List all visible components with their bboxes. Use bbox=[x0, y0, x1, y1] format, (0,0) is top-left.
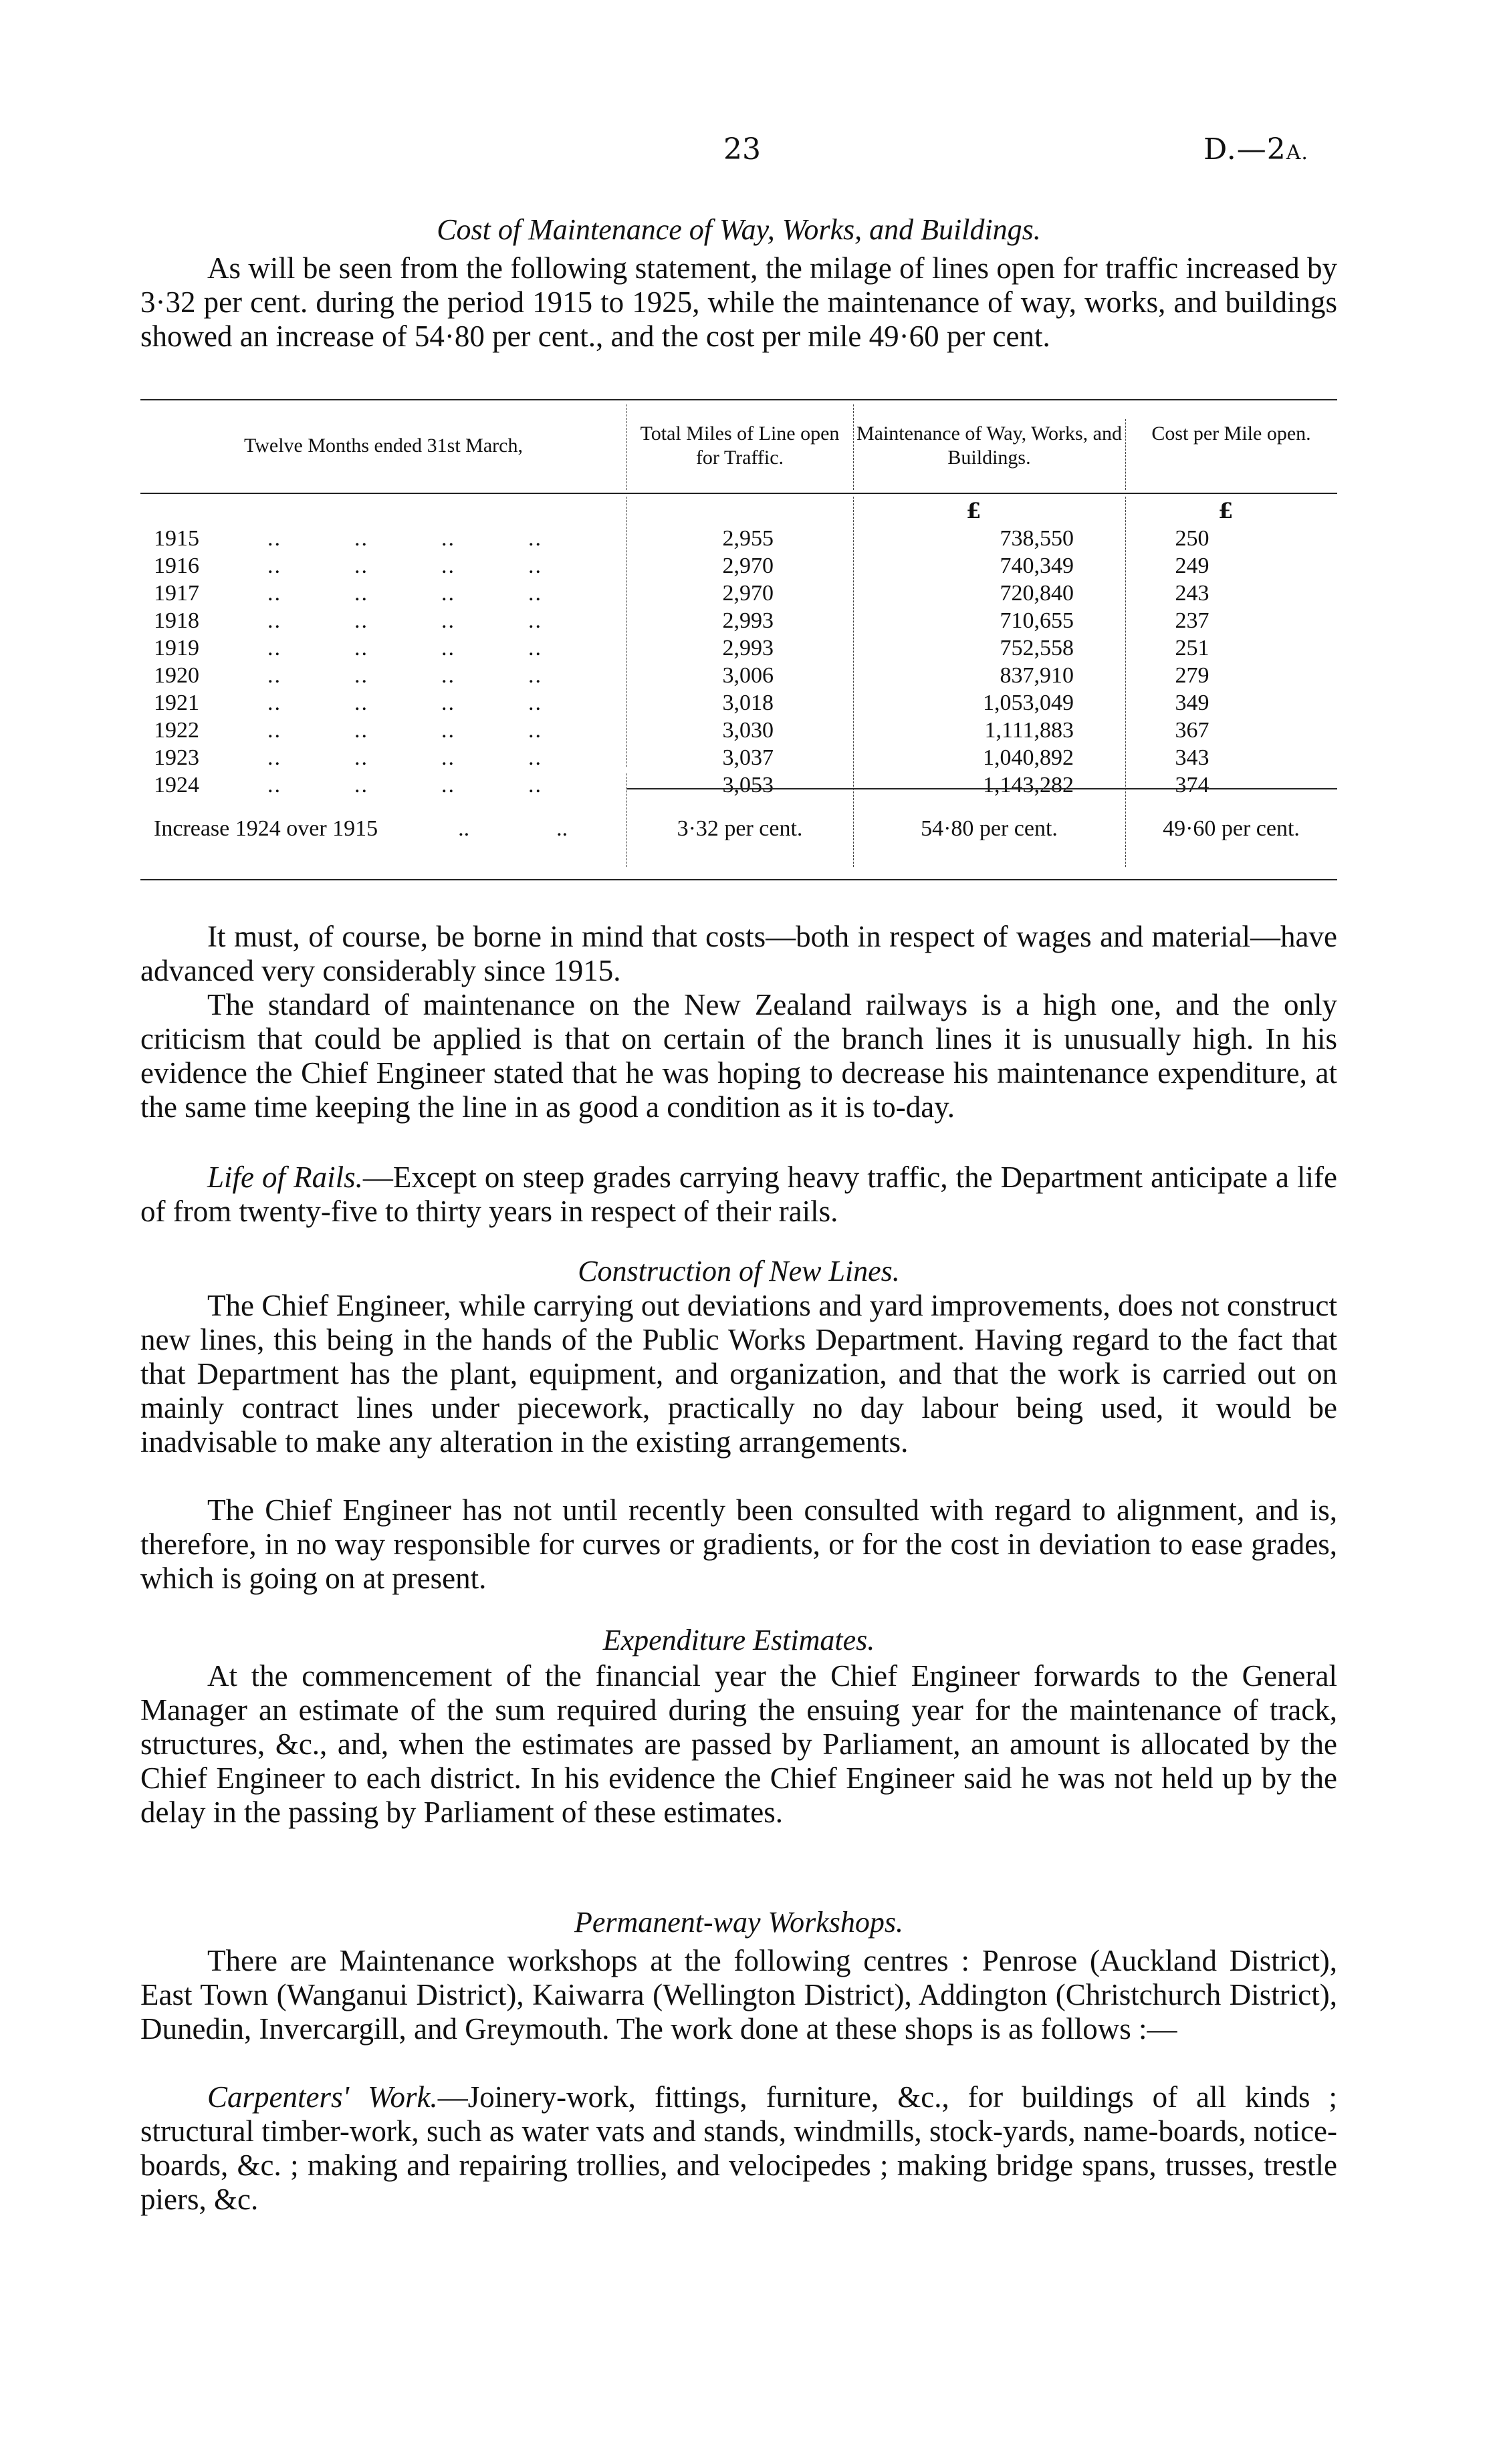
row-maintenance: 740,349 bbox=[1000, 553, 1074, 578]
total-miles: 3·32 per cent. bbox=[677, 816, 803, 841]
row-miles: 3,053 bbox=[722, 773, 774, 797]
row-year: 1923 bbox=[154, 745, 199, 770]
row-maintenance: 1,040,892 bbox=[983, 745, 1074, 770]
unit-pound-cost: £ bbox=[1218, 498, 1234, 523]
row-year: 1918 bbox=[154, 608, 199, 633]
paragraph-construction-1: The Chief Engineer, while carrying out deviations and yard improvements, does not construct new lines, this being in the hands of the Public Works Department. Having regard to the fact that that Department has the plant, equipment, and organization, and that the work is carried out on mainly contract lines under piecework, practically no day labour being used, it would be inadvisable to make any alteration in the existing arrangements. bbox=[140, 1289, 1337, 1459]
row-maintenance: 752,558 bbox=[1000, 636, 1074, 660]
page-number: 23 bbox=[723, 132, 761, 166]
leader-dots: .. .. .. .. bbox=[267, 553, 542, 578]
row-miles: 3,037 bbox=[722, 745, 774, 770]
paragraph-costs: It must, of course, be borne in mind that costs—both in respect of wages and material—have advanced very considerably since 1915. bbox=[140, 920, 1337, 987]
leader-dots: .. .. .. .. bbox=[267, 663, 542, 688]
row-miles: 3,006 bbox=[722, 663, 774, 688]
table-header-rule bbox=[140, 493, 1337, 494]
row-year: 1917 bbox=[154, 581, 199, 606]
leader-dots: .. bbox=[556, 816, 568, 841]
leader-dots: .. .. .. .. bbox=[267, 608, 542, 633]
section-heading-cost-of-maintenance: Cost of Maintenance of Way, Works, and Buildings. bbox=[437, 213, 1041, 246]
paragraph-workshops: There are Maintenance workshops at the following centres : Penrose (Auckland District), East Town (Wanganui District), Kaiwarra (Wellington District), Addington (Christchurch District), Dunedin, Invercargill, and Greymouth. The work done at these shops is as follows :— bbox=[140, 1944, 1337, 2046]
paragraph-intro: As will be seen from the following statement, the milage of lines open for traffic increased by 3·32 per cent. during the period 1915 to 1925, while the maintenance of way, works, and buildings showed an increase of 54·80 per cent., and the cost per mile 49·60 per cent. bbox=[140, 251, 1337, 353]
leader-dots: .. .. .. .. bbox=[267, 581, 542, 606]
column-header-maintenance: Maintenance of Way, Works, and Buildings. bbox=[856, 422, 1122, 469]
table-top-rule bbox=[140, 399, 1337, 400]
doc-ref-main: D.—2 bbox=[1203, 132, 1286, 166]
row-year: 1924 bbox=[154, 773, 199, 797]
paragraph-expenditure: At the commencement of the financial year the Chief Engineer forwards to the General Manager an estimate of the sum required during the ensuing year for the maintenance of track, structures, &c., and, when the estimates are passed by Parliament, an amount is allocated by the Chief Engineer to each district. In his evidence the Chief Engineer said he was not held up by the delay in the passing by Parliament of these estimates. bbox=[140, 1659, 1337, 1829]
row-cost-per-mile: 343 bbox=[1175, 745, 1209, 770]
row-miles: 3,018 bbox=[722, 691, 774, 715]
row-miles: 2,970 bbox=[722, 581, 774, 606]
row-year: 1915 bbox=[154, 526, 199, 551]
row-maintenance: 1,143,282 bbox=[983, 773, 1074, 797]
total-maintenance: 54·80 per cent. bbox=[921, 816, 1058, 841]
row-cost-per-mile: 251 bbox=[1175, 636, 1209, 660]
leader-dots: .. .. .. .. bbox=[267, 636, 542, 660]
leader-dots: .. .. .. .. bbox=[267, 773, 542, 797]
row-year: 1920 bbox=[154, 663, 199, 688]
row-cost-per-mile: 237 bbox=[1175, 608, 1209, 633]
paragraph-construction-2: The Chief Engineer has not until recently been consulted with regard to alignment, and is, therefore, in no way responsible for curves or gradients, or for the cost in deviation to ease grades, which is going on at present. bbox=[140, 1493, 1337, 1595]
column-header-cost-per-mile: Cost per Mile open. bbox=[1151, 422, 1311, 445]
paragraph-life-of-rails: Life of Rails.—Except on steep grades carrying heavy traffic, the Department anticipate a life of from twenty-five to thirty years in respect of their rails. bbox=[140, 1160, 1338, 1228]
row-maintenance: 837,910 bbox=[1000, 663, 1074, 688]
row-cost-per-mile: 374 bbox=[1175, 773, 1209, 797]
row-year: 1916 bbox=[154, 553, 199, 578]
row-cost-per-mile: 249 bbox=[1175, 553, 1209, 578]
row-miles: 2,993 bbox=[722, 636, 774, 660]
row-cost-per-mile: 349 bbox=[1175, 691, 1209, 715]
row-maintenance: 710,655 bbox=[1000, 608, 1074, 633]
row-maintenance: 1,111,883 bbox=[984, 718, 1074, 743]
column-header-miles: Total Miles of Line open for Traffic. bbox=[640, 422, 840, 469]
total-row-label: Increase 1924 over 1915 .. .. bbox=[154, 816, 568, 841]
leader-dots: .. .. .. .. bbox=[267, 718, 542, 743]
row-cost-per-mile: 243 bbox=[1175, 581, 1209, 606]
row-cost-per-mile: 250 bbox=[1175, 526, 1209, 551]
row-miles: 2,955 bbox=[722, 526, 774, 551]
row-miles: 2,993 bbox=[722, 608, 774, 633]
leader-dots: .. .. .. .. bbox=[267, 745, 542, 770]
row-maintenance: 1,053,049 bbox=[983, 691, 1074, 715]
unit-pound-maintenance: £ bbox=[966, 498, 982, 523]
row-miles: 2,970 bbox=[722, 553, 774, 578]
column-header-period: Twelve Months ended 31st March, bbox=[244, 435, 523, 457]
table-bottom-rule bbox=[140, 879, 1337, 880]
doc-ref-suffix: A. bbox=[1286, 141, 1308, 164]
leader-dots: .. .. .. .. bbox=[267, 691, 542, 715]
row-year: 1922 bbox=[154, 718, 199, 743]
document-reference bbox=[1203, 132, 1308, 166]
row-year: 1919 bbox=[154, 636, 199, 660]
total-rule bbox=[626, 788, 1337, 789]
run-in-heading-life-of-rails: Life of Rails. bbox=[207, 1160, 363, 1194]
section-heading-construction: Construction of New Lines. bbox=[578, 1255, 900, 1287]
section-heading-expenditure: Expenditure Estimates. bbox=[602, 1624, 875, 1656]
paragraph-carpenters-work: Carpenters' Work.—Joinery-work, fittings, furniture, &c., for buildings of all kinds ; structural timber-work, such as water vats and stands, windmills, stock-yards, name-boards, notice-boards, &c. ; making and repairing trollies, and velocipedes ; making bridge spans, trusses, trestle piers, &c. bbox=[140, 2080, 1337, 2216]
row-maintenance: 738,550 bbox=[1000, 526, 1074, 551]
leader-dots: .. bbox=[458, 816, 470, 841]
paragraph-standard: The standard of maintenance on the New Zealand railways is a high one, and the only criticism that could be applied is that on certain of the branch lines it is unusually high. In his evidence the Chief Engineer stated that he was hoping to decrease his maintenance expenditure, at the same time keeping the line in as good a condition as it is to-day. bbox=[140, 988, 1337, 1124]
total-cost-per-mile: 49·60 per cent. bbox=[1163, 816, 1300, 841]
leader-dots: .. .. .. .. bbox=[267, 526, 542, 551]
row-year: 1921 bbox=[154, 691, 199, 715]
row-cost-per-mile: 367 bbox=[1175, 718, 1209, 743]
section-heading-workshops: Permanent-way Workshops. bbox=[574, 1906, 904, 1939]
run-in-heading-carpenters-work: Carpenters' Work. bbox=[207, 2080, 438, 2114]
row-miles: 3,030 bbox=[722, 718, 774, 743]
row-maintenance: 720,840 bbox=[1000, 581, 1074, 606]
row-cost-per-mile: 279 bbox=[1175, 663, 1209, 688]
